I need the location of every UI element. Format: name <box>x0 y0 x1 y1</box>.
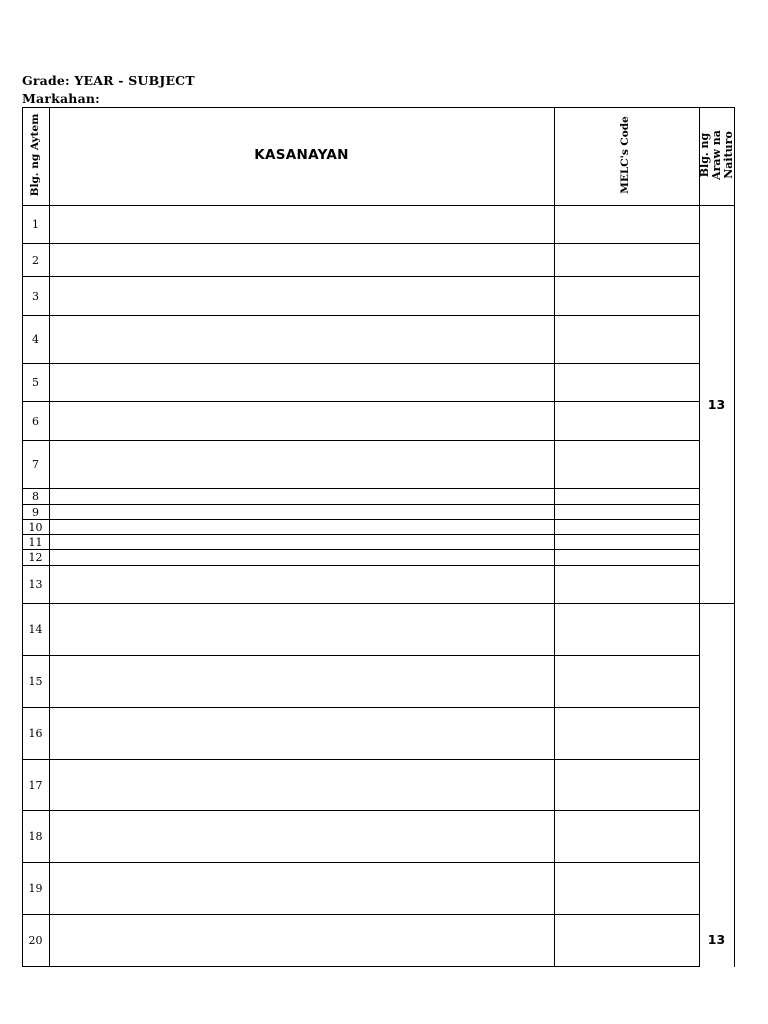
table-top-border <box>22 107 735 108</box>
melc-code-cell[interactable] <box>555 520 699 534</box>
row-number: 12 <box>28 551 43 564</box>
melc-code-cell[interactable] <box>555 277 699 315</box>
skill-cell[interactable] <box>50 760 554 810</box>
melc-code-cell[interactable] <box>555 604 699 655</box>
border-right <box>734 107 735 967</box>
row-number: 16 <box>28 727 43 740</box>
skill-cell[interactable] <box>50 566 554 603</box>
divider-melc-days <box>699 107 700 967</box>
melc-code-cell[interactable] <box>555 364 699 401</box>
row-number: 15 <box>28 675 43 688</box>
melc-code-cell[interactable] <box>555 206 699 243</box>
row-divider <box>22 966 700 967</box>
skill-cell[interactable] <box>50 505 554 519</box>
row-number: 3 <box>32 290 39 303</box>
skill-cell[interactable] <box>50 244 554 276</box>
skill-cell[interactable] <box>50 402 554 440</box>
markahan-line: Markahan: <box>22 91 100 106</box>
skill-cell[interactable] <box>50 277 554 315</box>
skill-cell[interactable] <box>50 441 554 488</box>
melc-code-cell[interactable] <box>555 535 699 549</box>
days-taught-value: 13 <box>707 397 726 412</box>
days-taught-value: 13 <box>707 932 726 947</box>
column-header-item-no: Blg. ng Aytem <box>29 113 41 197</box>
row-number: 7 <box>32 458 39 471</box>
skill-cell[interactable] <box>50 535 554 549</box>
row-number: 20 <box>28 934 43 947</box>
skill-cell[interactable] <box>50 316 554 363</box>
skill-cell[interactable] <box>50 520 554 534</box>
days-group-divider <box>699 603 735 604</box>
skill-cell[interactable] <box>50 811 554 862</box>
column-header-skill: KASANAYAN <box>254 147 349 163</box>
row-number: 9 <box>32 506 39 519</box>
row-number: 11 <box>28 536 43 549</box>
melc-code-cell[interactable] <box>555 489 699 504</box>
melc-code-cell[interactable] <box>555 656 699 707</box>
melc-code-cell[interactable] <box>555 550 699 565</box>
skill-cell[interactable] <box>50 489 554 504</box>
melc-code-cell[interactable] <box>555 441 699 488</box>
row-number: 4 <box>32 333 39 346</box>
melc-code-cell[interactable] <box>555 316 699 363</box>
skill-cell[interactable] <box>50 656 554 707</box>
melc-code-cell[interactable] <box>555 915 699 966</box>
row-number: 10 <box>28 521 43 534</box>
melc-code-cell[interactable] <box>555 244 699 276</box>
skill-cell[interactable] <box>50 206 554 243</box>
row-number: 17 <box>28 779 43 792</box>
melc-code-cell[interactable] <box>555 566 699 603</box>
skill-cell[interactable] <box>50 863 554 914</box>
row-number: 18 <box>28 830 43 843</box>
column-header-days <box>699 124 735 186</box>
column-header-days-text: Blg. ng Araw na Naituro <box>698 130 735 180</box>
row-number: 6 <box>32 415 39 428</box>
melc-code-cell[interactable] <box>555 811 699 862</box>
row-number: 1 <box>32 218 39 231</box>
row-number: 19 <box>28 882 43 895</box>
melc-code-cell[interactable] <box>555 863 699 914</box>
skill-cell[interactable] <box>50 364 554 401</box>
melc-code-cell[interactable] <box>555 760 699 810</box>
row-number: 8 <box>32 490 39 503</box>
row-number: 14 <box>28 623 43 636</box>
skill-cell[interactable] <box>50 604 554 655</box>
column-header-melc-code: MELC's Code <box>619 116 631 194</box>
melc-code-cell[interactable] <box>555 402 699 440</box>
melc-code-cell[interactable] <box>555 708 699 759</box>
row-number: 13 <box>28 578 43 591</box>
row-number: 2 <box>32 254 39 267</box>
skill-cell[interactable] <box>50 915 554 966</box>
skill-cell[interactable] <box>50 708 554 759</box>
skill-cell[interactable] <box>50 550 554 565</box>
melc-code-cell[interactable] <box>555 505 699 519</box>
row-number: 5 <box>32 376 39 389</box>
grade-line: Grade: YEAR - SUBJECT <box>22 73 195 88</box>
